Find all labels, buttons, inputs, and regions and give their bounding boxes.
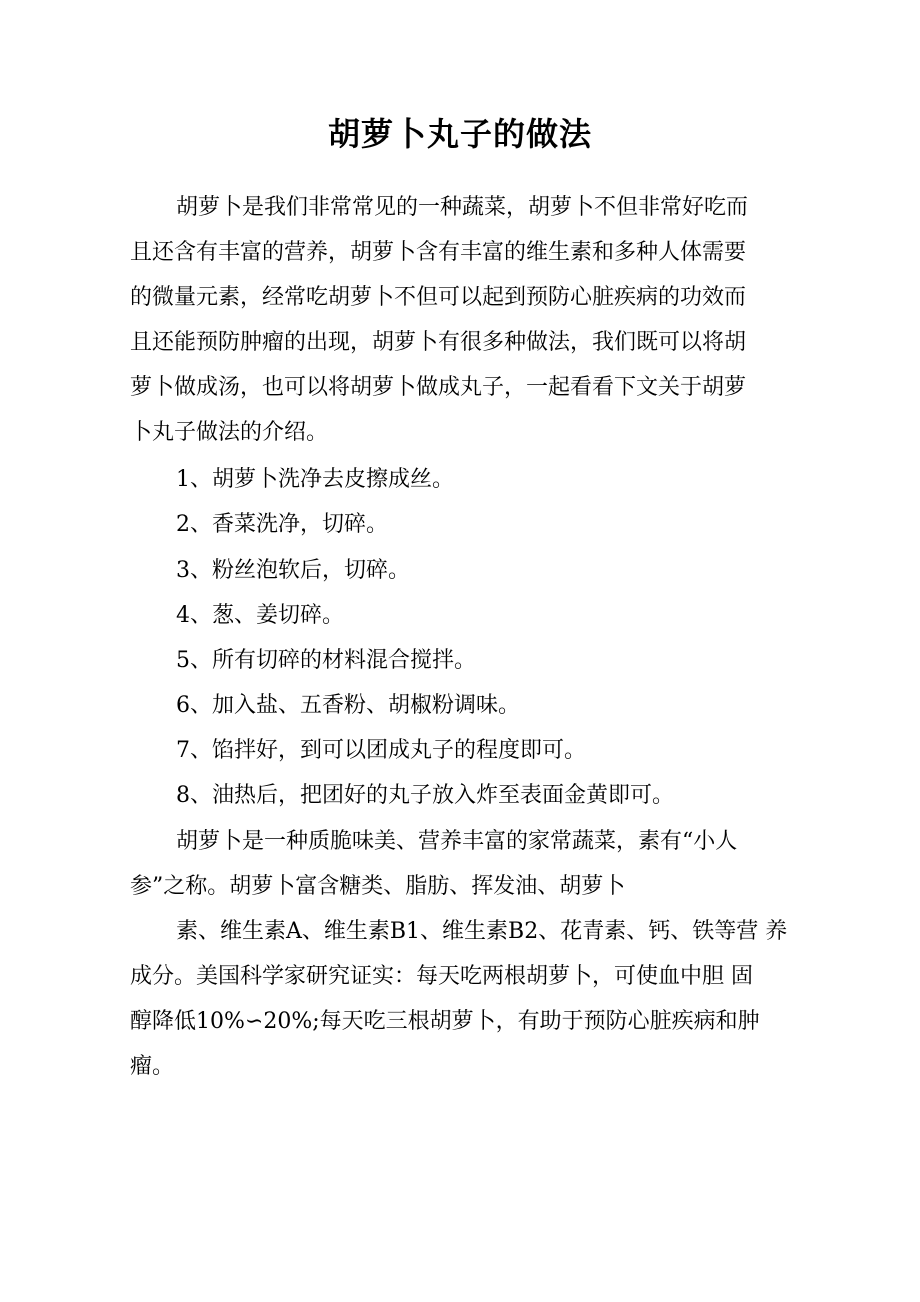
step-item: 6、加入盐、五香粉、胡椒粉调味。	[176, 693, 520, 718]
closing-line: 瘤。	[130, 1054, 175, 1079]
intro-line: 且还含有丰富的营养，胡萝卜含有丰富的维生素和多种人体需要	[130, 240, 747, 265]
closing-line: 参”之称。胡萝卜富含糖类、脂肪、挥发油、胡萝卜	[130, 874, 626, 899]
step-item: 8、油热后，把团好的丸子放入炸至表面金黄即可。	[176, 783, 674, 808]
intro-line: 萝卜做成汤，也可以将胡萝卜做成丸子，一起看看下文关于胡萝	[130, 375, 747, 400]
intro-line: 卜丸子做法的介绍。	[130, 420, 329, 445]
step-item: 4、葱、姜切碎。	[176, 603, 344, 628]
intro-line: 胡萝卜是我们非常常见的一种蔬菜，胡萝卜不但非常好吃而	[176, 195, 749, 220]
step-item: 2、香菜洗净，切碎。	[176, 512, 388, 537]
intro-line: 且还能预防肿瘤的出现，胡萝卜有很多种做法，我们既可以将胡	[130, 330, 747, 355]
step-item: 5、所有切碎的材料混合搅拌。	[176, 648, 476, 673]
intro-line: 的微量元素，经常吃胡萝卜不但可以起到预防心脏疾病的功效而	[130, 285, 747, 310]
step-item: 3、粉丝泡软后，切碎。	[176, 558, 410, 583]
closing-line: 成分。美国科学家研究证实：每天吃两根胡萝卜，可使血中胆 固	[130, 964, 753, 989]
step-item: 7、馅拌好，到可以团成丸子的程度即可。	[176, 738, 586, 763]
closing-line: 醇降低10%∽20%;每天吃三根胡萝卜，有助于预防心脏疾病和肿	[130, 1009, 760, 1034]
step-item: 1、胡萝卜洗净去皮擦成丝。	[176, 467, 454, 492]
closing-line: 素、维生素A、维生素B1、维生素B2、花青素、钙、铁等营 养	[176, 919, 788, 944]
closing-line: 胡萝卜是一种质脆味美、营养丰富的家常蔬菜，素有“小人	[176, 829, 738, 854]
document-title: 胡萝卜丸子的做法	[327, 115, 592, 153]
